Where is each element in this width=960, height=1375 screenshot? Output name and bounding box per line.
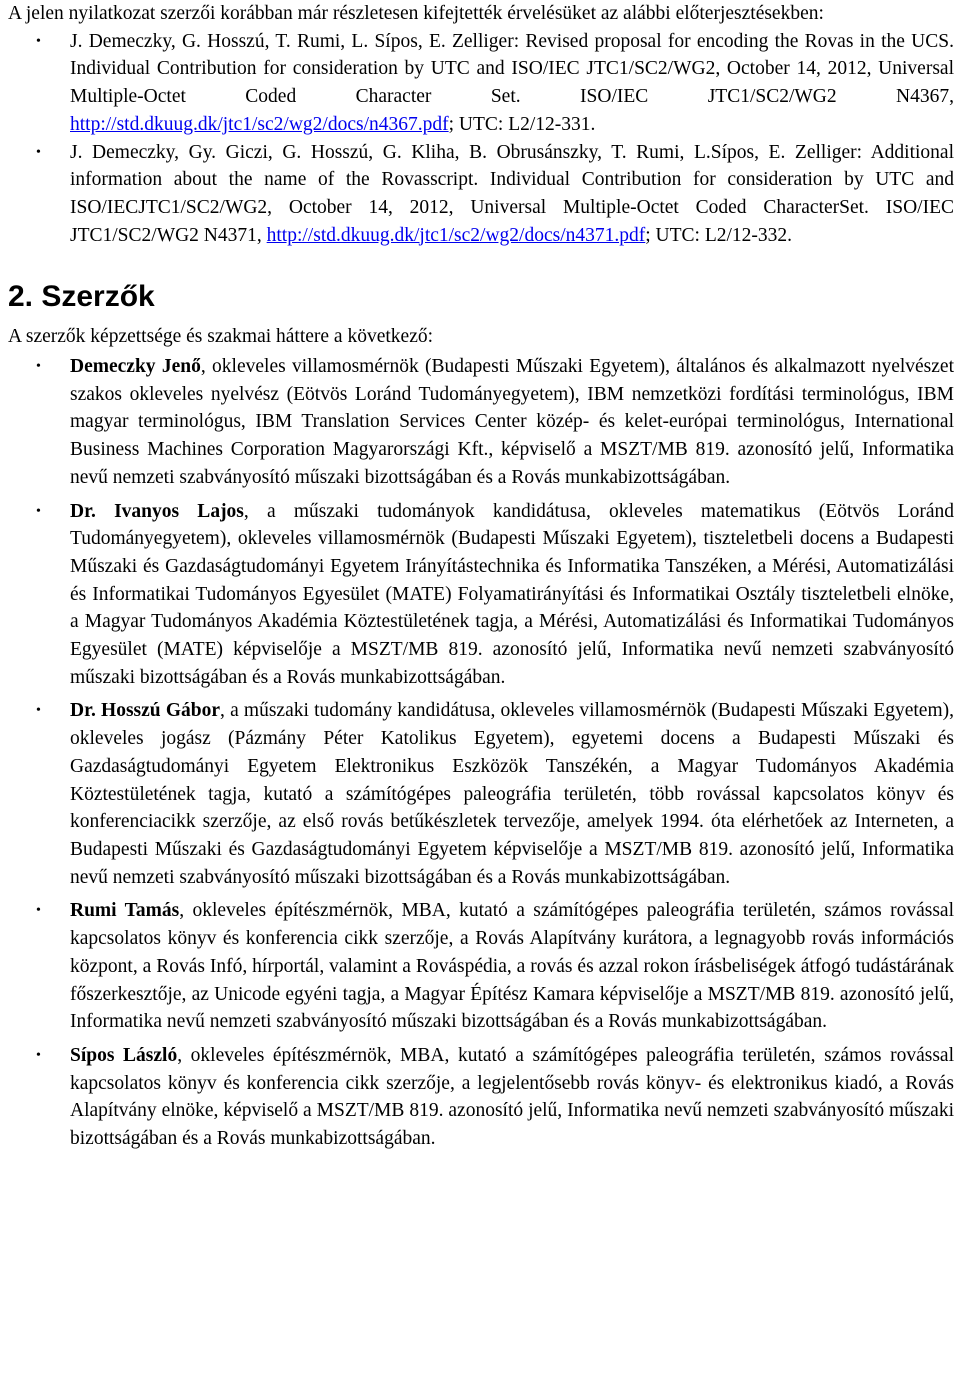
author-description: , a műszaki tudományok kandidátusa, okleveles matematikus (Eötvös Loránd Tudományegyetem), okleveles villamosmérnök (Budapesti Műszaki Egyetem), tiszteletbeli docens a Budapesti Műszaki és Gazdaságtudományi Egyetem Irányítástechnika és Informatika Tanszéken, a Mérési, Automatizálási és Informatikai Tudományos Egyesület (MATE) Folyamatirányítási és Informatikai Osztály tiszteletbeli elnöke, a Magyar Tudományos Akadémia Köztestületének tagja, a Mérési, Automatizálási és Informatikai Tudományos Egyesület (MATE) képviselője a MSZT/MB 819. azonosító jelű, Informatika nevű nemzeti szabványosító műszaki bizottságában és a Rovás munkabizottságában. (70, 500, 954, 688)
author-prefix: Dr. (70, 500, 115, 522)
author-item (8, 353, 954, 492)
intro-paragraph: A jelen nyilatkozat szerzői korábban már részletesen kifejtették érvelésüket az alábbi előterjesztésekben: (8, 3, 824, 24)
author-name: Demeczky Jenő (70, 356, 201, 378)
reference-item (8, 139, 954, 250)
author-name: Hosszú Gábor (101, 700, 220, 722)
reference-tail: ; UTC: L2/12-332. (645, 224, 793, 246)
bullet-icon: • (36, 144, 41, 160)
reference-link[interactable]: http://std.dkuug.dk/jtc1/sc2/wg2/docs/n4367.pdf (70, 113, 449, 135)
reference-text: J. Demeczky, Gy. Giczi, G. Hosszú, G. Kliha, B. Obrusánszky, T. Rumi, L.Sípos, E. Zelliger: Additional information about the name of the Rovasscript. Individual Contribution for consideration by UTC and ISO/IECJTC1/SC2/WG2, October 14, 2012, Universal Multiple-Octet Coded CharacterSet. ISO/IEC JTC1/SC2/WG2 N4371, (70, 141, 954, 246)
bullet-icon: • (36, 1047, 41, 1063)
bullet-icon: • (36, 503, 41, 519)
bullet-icon: • (36, 903, 41, 919)
author-item (8, 897, 954, 1036)
bullet-icon: • (36, 359, 41, 375)
bullet-icon: • (36, 33, 41, 49)
author-description: , a műszaki tudomány kandidátusa, okleveles villamosmérnök (Budapesti Műszaki Egyetem), okleveles jogász (Pázmány Péter Katolikus Egyetem), egyetemi docens a Budapesti Műszaki és Gazdaságtudományi Egyetem Elektronikus Eszközök Tanszékén, a Magyar Tudományos Akadémia Köztestületének tagja, kutató a számítógépes paleográfia területén, több rovással kapcsolatos könyv és konferenciacikk szerzője, az első rovás betűkészletek tervezője, amelyek 1994. óta elérhetőek az Interneten, a Budapesti Műszaki és Gazdaságtudományi Egyetem képviselője a MSZT/MB 819. azonosító jelű, Informatika nevű nemzeti szabványosító műszaki bizottságában és a Rovás munkabizottságában. (70, 700, 954, 888)
author-name: Sípos László (70, 1044, 178, 1066)
author-item (8, 697, 954, 891)
reference-text: J. Demeczky, G. Hosszú, T. Rumi, L. Sípos, E. Zelliger: Revised proposal for encoding the Rovas in the UCS. Individual Contribution for consideration by UTC and ISO/IEC JTC1/SC2/WG2, October 14, 2012, Universal Multiple-Octet Coded Character Set. ISO/IEC JTC1/SC2/WG2 N4367, (70, 30, 954, 108)
author-item (8, 1042, 954, 1153)
reference-list (8, 28, 954, 250)
author-description: , okleveles építészmérnök, MBA, kutató a számítógépes paleográfia területén, számos rovással kapcsolatos könyv és konferencia cikk szerzője, a Rovás Alapítvány kurátora, a legnagyobb rovás információs központ, a Rovás Infó, hírportál, valamint a Rováspédia, a rovás és azzal rokon írásbeliségek átfogó tudástárának főszerkesztője, az Unicode egyéni tagja, a Magyar Építész Kamara képviselője a MSZT/MB 819. azonosító jelű, Informatika nevű nemzeti szabványosító műszaki bizottságában és a Rovás munkabizottságában. (70, 900, 954, 1033)
reference-tail: ; UTC: L2/12-331. (448, 113, 596, 135)
author-list (8, 353, 954, 1153)
author-prefix: Dr. (70, 700, 102, 722)
section-intro: A szerzők képzettsége és szakmai háttere a következő: (8, 326, 434, 348)
reference-item (8, 28, 954, 139)
bullet-icon: • (36, 703, 41, 719)
section-heading: 2. Szerzők (8, 280, 155, 314)
author-description: , okleveles építészmérnök, MBA, kutató a számítógépes paleográfia területén, számos rovással kapcsolatos könyv és konferencia cikk szerzője, a legjelentősebb rovás könyv- és elektronikus kiadó, a Rovás Alapítvány elnöke, képviselő a MSZT/MB 819. azonosító jelű, Informatika nevű nemzeti szabványosító műszaki bizottságában és a Rovás munkabizottságában. (70, 1044, 954, 1150)
author-description: , okleveles villamosmérnök (Budapesti Műszaki Egyetem), általános és alkalmazott nyelvészet szakos okleveles nyelvész (Eötvös Loránd Tudományegyetem), IBM nemzetközi fordítási terminológus, IBM magyar terminológus, IBM Translation Services Center közép- és kelet-európai terminológus, International Business Machines Corporation Magyarországi Kft., képviselő a MSZT/MB 819. azonosító jelű, Informatika nevű nemzeti szabványosító műszaki bizottságában és a Rovás munkabizottságában. (70, 356, 954, 488)
author-name: Rumi Tamás (70, 900, 180, 922)
reference-link[interactable]: http://std.dkuug.dk/jtc1/sc2/wg2/docs/n4371.pdf (266, 224, 646, 246)
author-name: Ivanyos Lajos (114, 500, 244, 522)
author-item (8, 498, 954, 692)
